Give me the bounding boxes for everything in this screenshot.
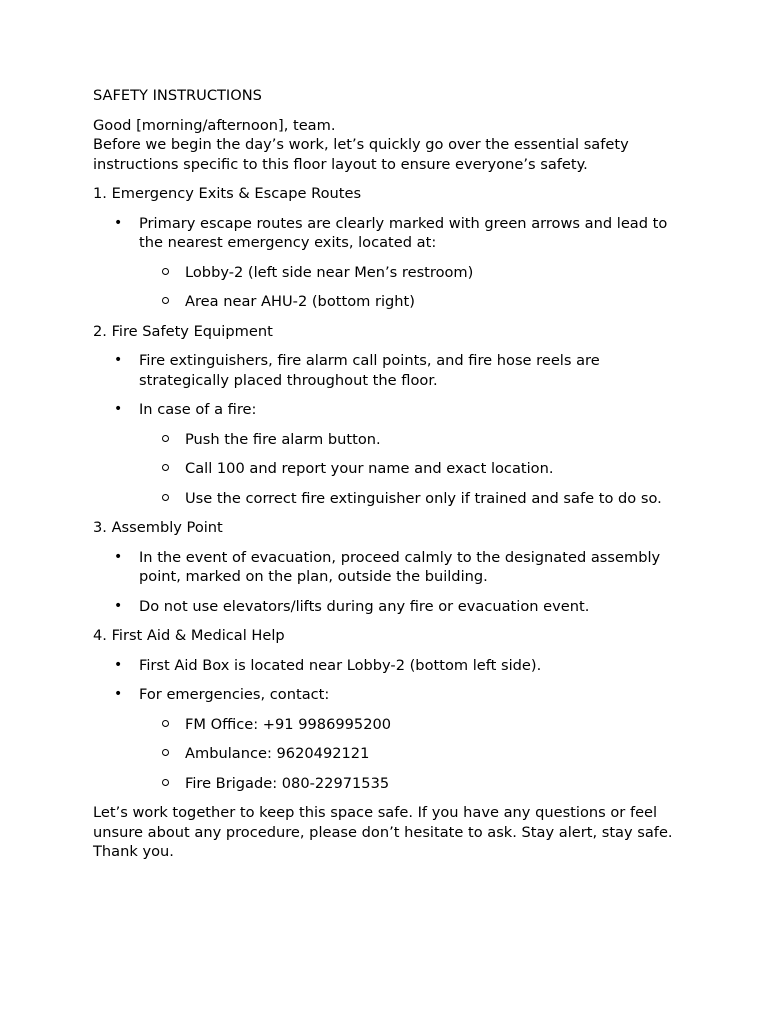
section-heading: 1. Emergency Exits & Escape Routes <box>93 185 362 202</box>
sub-list <box>139 263 673 312</box>
bullet-text: Fire extinguishers, fire alarm call points, and fire hose reels are strategically placed throughout the floor. <box>139 352 600 389</box>
section-emergency-exits <box>93 184 673 312</box>
bullet-item <box>93 351 673 390</box>
sub-item-text: Fire Brigade: 080-22971535 <box>185 774 390 792</box>
closing-text: Let’s work together to keep this space safe. If you have any questions or feel unsure about any procedure, please don’t hesitate to ask. Stay alert, stay safe. Thank you. <box>93 804 673 860</box>
sub-item <box>139 774 673 794</box>
circle-bullet-icon <box>162 494 169 501</box>
bullet-text: In case of a fire: <box>139 401 257 418</box>
bullet-icon: • <box>114 352 123 368</box>
section-assembly-point <box>93 518 673 616</box>
bullet-item <box>93 214 673 312</box>
bullet-list <box>93 214 673 312</box>
sub-item-text: Ambulance: 9620492121 <box>185 745 370 762</box>
section-heading: 3. Assembly Point <box>93 519 223 536</box>
sub-item <box>139 459 673 479</box>
sub-list <box>139 715 673 794</box>
section-first-aid <box>93 626 673 793</box>
sub-item-text: FM Office: +91 9986995200 <box>185 715 392 733</box>
intro-block <box>93 116 673 175</box>
bullet-list <box>93 351 673 508</box>
bullet-icon: • <box>114 597 123 614</box>
sub-item <box>139 489 673 509</box>
circle-bullet-icon <box>162 749 169 756</box>
sub-item-text: Lobby-2 (left side near Men’s restroom) <box>185 263 474 281</box>
circle-bullet-icon <box>162 779 169 786</box>
bullet-item <box>93 548 673 587</box>
bullet-item <box>93 685 673 793</box>
bullet-item <box>93 656 673 676</box>
sub-item-text: Push the fire alarm button. <box>185 430 381 448</box>
bullet-icon: • <box>114 686 123 702</box>
sub-list <box>139 430 673 509</box>
document-title: SAFETY INSTRUCTIONS <box>93 87 262 104</box>
section-fire-safety <box>93 322 673 509</box>
bullet-list <box>93 656 673 794</box>
greeting-text: Good [morning/afternoon], team. <box>93 116 336 134</box>
section-heading: 4. First Aid & Medical Help <box>93 627 285 644</box>
sub-item-text: Call 100 and report your name and exact location. <box>185 460 554 477</box>
bullet-list <box>93 548 673 617</box>
circle-bullet-icon <box>162 464 169 471</box>
sub-item <box>139 744 673 764</box>
bullet-text: In the event of evacuation, proceed calmly to the designated assembly point, marked on the plan, outside the building. <box>139 548 661 585</box>
circle-bullet-icon <box>162 268 169 275</box>
bullet-icon: • <box>114 401 123 417</box>
bullet-icon: • <box>114 656 123 673</box>
sub-item <box>139 263 673 283</box>
sub-item <box>139 715 673 735</box>
circle-bullet-icon <box>162 297 169 304</box>
circle-bullet-icon <box>162 720 169 727</box>
circle-bullet-icon <box>162 435 169 442</box>
bullet-text: Do not use elevators/lifts during any fire or evacuation event. <box>139 597 590 615</box>
sub-item <box>139 292 673 312</box>
bullet-text: For emergencies, contact: <box>139 686 330 703</box>
sub-item-text: Use the correct fire extinguisher only if trained and safe to do so. <box>185 489 662 507</box>
bullet-text: First Aid Box is located near Lobby-2 (bottom left side). <box>139 656 542 674</box>
bullet-icon: • <box>114 548 123 565</box>
bullet-icon: • <box>114 214 123 231</box>
bullet-item <box>93 597 673 617</box>
bullet-item <box>93 400 673 508</box>
sub-item-text: Area near AHU-2 (bottom right) <box>185 293 415 310</box>
document-page <box>93 86 673 862</box>
intro-text: Before we begin the day’s work, let’s quickly go over the essential safety instructions specific to this floor layout to ensure everyone’s safety. <box>93 136 629 173</box>
bullet-text: Primary escape routes are clearly marked with green arrows and lead to the nearest emergency exits, located at: <box>139 214 668 251</box>
section-heading: 2. Fire Safety Equipment <box>93 322 273 340</box>
sub-item <box>139 430 673 450</box>
